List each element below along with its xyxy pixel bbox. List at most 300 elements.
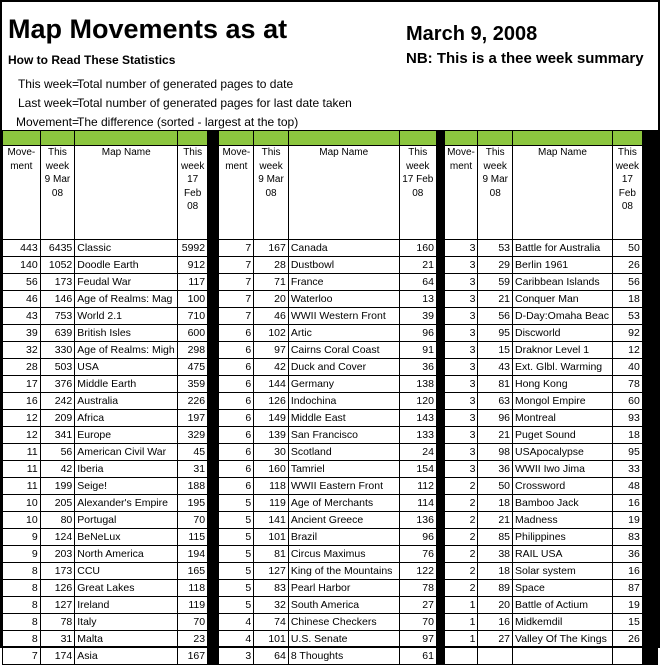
cell-last-week: 100 bbox=[178, 291, 208, 308]
cell-last-week: 112 bbox=[399, 478, 436, 495]
cell-this-week: 63 bbox=[478, 393, 513, 410]
cell-this-week: 38 bbox=[478, 546, 513, 563]
cell-map-name: North America bbox=[75, 546, 178, 563]
cell-movement: 7 bbox=[219, 308, 254, 325]
cell-this-week: 199 bbox=[40, 478, 75, 495]
cell-last-week: 36 bbox=[399, 359, 436, 376]
cell-movement: 5 bbox=[219, 529, 254, 546]
cell-movement: 1 bbox=[444, 614, 478, 631]
column-header-this-week: This week 9 Mar 08 bbox=[478, 146, 513, 240]
cell-movement bbox=[444, 648, 478, 665]
cell-this-week: 139 bbox=[254, 427, 289, 444]
cell-movement: 8 bbox=[3, 614, 41, 631]
table-row bbox=[3, 597, 658, 614]
cell-movement: 10 bbox=[3, 495, 41, 512]
cell-map-name: Waterloo bbox=[288, 291, 399, 308]
cell-map-name: RAIL USA bbox=[513, 546, 613, 563]
cell-map-name: Crossword bbox=[513, 478, 613, 495]
cell-this-week: 36 bbox=[478, 461, 513, 478]
cell-movement: 3 bbox=[444, 393, 478, 410]
cell-movement: 5 bbox=[219, 546, 254, 563]
cell-this-week: 50 bbox=[478, 478, 513, 495]
cell-last-week: 194 bbox=[178, 546, 208, 563]
cell-map-name: Mongol Empire bbox=[513, 393, 613, 410]
cell-movement: 3 bbox=[444, 461, 478, 478]
column-header-map-name: Map Name bbox=[513, 146, 613, 240]
group-divider bbox=[436, 291, 444, 308]
cell-movement: 140 bbox=[3, 257, 41, 274]
cell-this-week: 101 bbox=[254, 631, 289, 648]
group-divider bbox=[642, 257, 657, 274]
cell-this-week: 174 bbox=[40, 648, 75, 665]
cell-last-week: 117 bbox=[178, 274, 208, 291]
table-row bbox=[3, 410, 658, 427]
group-divider bbox=[436, 461, 444, 478]
cell-this-week: 149 bbox=[254, 410, 289, 427]
cell-last-week: 23 bbox=[178, 631, 208, 648]
cell-movement: 3 bbox=[444, 376, 478, 393]
group-divider bbox=[436, 580, 444, 597]
table-row bbox=[3, 580, 658, 597]
cell-last-week: 33 bbox=[612, 461, 642, 478]
group-divider bbox=[436, 563, 444, 580]
cell-movement: 2 bbox=[444, 478, 478, 495]
cell-this-week: 6435 bbox=[40, 240, 75, 257]
cell-movement: 3 bbox=[444, 444, 478, 461]
cell-movement: 8 bbox=[3, 631, 41, 648]
cell-this-week: 83 bbox=[254, 580, 289, 597]
group-divider bbox=[436, 359, 444, 376]
cell-map-name: USA bbox=[75, 359, 178, 376]
group-divider bbox=[642, 529, 657, 546]
cell-last-week bbox=[612, 648, 642, 665]
cell-this-week: 18 bbox=[478, 495, 513, 512]
cell-last-week: 115 bbox=[178, 529, 208, 546]
cell-last-week: 95 bbox=[612, 444, 642, 461]
cell-this-week: 80 bbox=[40, 512, 75, 529]
cell-map-name: Cairns Coral Coast bbox=[288, 342, 399, 359]
cell-this-week: 503 bbox=[40, 359, 75, 376]
cell-this-week: 32 bbox=[254, 597, 289, 614]
cell-this-week: 144 bbox=[254, 376, 289, 393]
cell-last-week: 26 bbox=[612, 257, 642, 274]
cell-movement: 3 bbox=[444, 257, 478, 274]
header-band-cell bbox=[513, 131, 613, 146]
table-row bbox=[3, 342, 658, 359]
cell-last-week: 18 bbox=[612, 291, 642, 308]
page-title: Map Movements as at bbox=[8, 14, 288, 44]
group-divider bbox=[208, 274, 219, 291]
cell-map-name: Feudal War bbox=[75, 274, 178, 291]
cell-last-week: 154 bbox=[399, 461, 436, 478]
cell-map-name: Europe bbox=[75, 427, 178, 444]
group-divider bbox=[208, 631, 219, 648]
cell-last-week: 138 bbox=[399, 376, 436, 393]
cell-movement: 2 bbox=[444, 580, 478, 597]
cell-last-week: 912 bbox=[178, 257, 208, 274]
table-row bbox=[3, 274, 658, 291]
cell-this-week: 205 bbox=[40, 495, 75, 512]
group-divider bbox=[642, 478, 657, 495]
cell-this-week: 118 bbox=[254, 478, 289, 495]
group-divider bbox=[642, 410, 657, 427]
cell-last-week: 78 bbox=[399, 580, 436, 597]
cell-last-week: 87 bbox=[612, 580, 642, 597]
cell-movement: 11 bbox=[3, 478, 41, 495]
cell-this-week: 341 bbox=[40, 427, 75, 444]
column-header-last-week: This week 17 Feb 08 bbox=[612, 146, 642, 240]
cell-map-name: Hong Kong bbox=[513, 376, 613, 393]
cell-last-week: 27 bbox=[399, 597, 436, 614]
table-row bbox=[3, 427, 658, 444]
cell-movement: 32 bbox=[3, 342, 41, 359]
cell-this-week: 43 bbox=[478, 359, 513, 376]
cell-last-week: 188 bbox=[178, 478, 208, 495]
group-divider bbox=[208, 342, 219, 359]
cell-last-week: 64 bbox=[399, 274, 436, 291]
cell-movement: 3 bbox=[444, 410, 478, 427]
cell-movement: 1 bbox=[444, 597, 478, 614]
table-row bbox=[3, 291, 658, 308]
cell-movement: 3 bbox=[444, 325, 478, 342]
column-header-row bbox=[3, 146, 658, 240]
group-divider bbox=[436, 529, 444, 546]
group-divider bbox=[642, 614, 657, 631]
cell-movement: 1 bbox=[444, 631, 478, 648]
cell-movement: 7 bbox=[3, 648, 41, 665]
report-date: March 9, 2008 bbox=[406, 23, 538, 45]
cell-movement: 6 bbox=[219, 342, 254, 359]
cell-this-week: 56 bbox=[478, 308, 513, 325]
cell-map-name: 8 Thoughts bbox=[288, 648, 399, 665]
cell-this-week: 141 bbox=[254, 512, 289, 529]
cell-map-name: Midkemdil bbox=[513, 614, 613, 631]
cell-this-week: 46 bbox=[254, 308, 289, 325]
table-row bbox=[3, 444, 658, 461]
cell-this-week: 126 bbox=[254, 393, 289, 410]
table-row bbox=[3, 376, 658, 393]
cell-map-name: Middle Earth bbox=[75, 376, 178, 393]
cell-map-name: Malta bbox=[75, 631, 178, 648]
cell-movement: 6 bbox=[219, 376, 254, 393]
group-divider bbox=[642, 631, 657, 648]
cell-movement: 8 bbox=[3, 597, 41, 614]
group-divider bbox=[436, 631, 444, 648]
group-divider bbox=[642, 376, 657, 393]
cell-this-week: 242 bbox=[40, 393, 75, 410]
group-divider bbox=[208, 393, 219, 410]
group-divider bbox=[642, 563, 657, 580]
cell-movement: 6 bbox=[219, 427, 254, 444]
group-divider bbox=[436, 410, 444, 427]
group-divider bbox=[208, 495, 219, 512]
group-divider bbox=[208, 325, 219, 342]
cell-last-week: 136 bbox=[399, 512, 436, 529]
group-divider bbox=[642, 359, 657, 376]
cell-last-week: 83 bbox=[612, 529, 642, 546]
cell-movement: 7 bbox=[219, 291, 254, 308]
table-row bbox=[3, 495, 658, 512]
group-divider bbox=[436, 648, 444, 665]
cell-map-name bbox=[513, 648, 613, 665]
group-divider bbox=[208, 257, 219, 274]
group-divider bbox=[436, 597, 444, 614]
cell-map-name: Africa bbox=[75, 410, 178, 427]
group-divider bbox=[436, 614, 444, 631]
cell-last-week: 710 bbox=[178, 308, 208, 325]
group-divider bbox=[436, 342, 444, 359]
cell-last-week: 76 bbox=[399, 546, 436, 563]
cell-last-week: 60 bbox=[612, 393, 642, 410]
cell-last-week: 298 bbox=[178, 342, 208, 359]
cell-map-name: Ireland bbox=[75, 597, 178, 614]
cell-last-week: 15 bbox=[612, 614, 642, 631]
cell-movement: 8 bbox=[3, 580, 41, 597]
cell-movement: 8 bbox=[3, 563, 41, 580]
table-row bbox=[3, 359, 658, 376]
cell-this-week bbox=[478, 648, 513, 665]
map-movements-table bbox=[2, 130, 658, 665]
cell-map-name: Age of Merchants bbox=[288, 495, 399, 512]
cell-map-name: Indochina bbox=[288, 393, 399, 410]
cell-movement: 3 bbox=[444, 274, 478, 291]
table-row bbox=[3, 393, 658, 410]
cell-map-name: Italy bbox=[75, 614, 178, 631]
cell-last-week: 197 bbox=[178, 410, 208, 427]
cell-movement: 6 bbox=[219, 393, 254, 410]
table-row bbox=[3, 546, 658, 563]
cell-this-week: 1052 bbox=[40, 257, 75, 274]
cell-map-name: Tamriel bbox=[288, 461, 399, 478]
group-divider bbox=[436, 274, 444, 291]
group-divider bbox=[436, 257, 444, 274]
cell-last-week: 92 bbox=[612, 325, 642, 342]
cell-this-week: 56 bbox=[40, 444, 75, 461]
cell-map-name: Canada bbox=[288, 240, 399, 257]
cell-this-week: 95 bbox=[478, 325, 513, 342]
cell-map-name: World 2.1 bbox=[75, 308, 178, 325]
cell-map-name: San Francisco bbox=[288, 427, 399, 444]
cell-last-week: 53 bbox=[612, 308, 642, 325]
cell-map-name: Discworld bbox=[513, 325, 613, 342]
group-divider bbox=[642, 308, 657, 325]
cell-this-week: 85 bbox=[478, 529, 513, 546]
cell-map-name: Great Lakes bbox=[75, 580, 178, 597]
cell-map-name: Brazil bbox=[288, 529, 399, 546]
column-header-last-week: This week 17 Feb 08 bbox=[399, 146, 436, 240]
group-divider bbox=[642, 461, 657, 478]
cell-movement: 12 bbox=[3, 427, 41, 444]
group-divider bbox=[642, 342, 657, 359]
cell-last-week: 78 bbox=[612, 376, 642, 393]
header-band-cell bbox=[399, 131, 436, 146]
table-row bbox=[3, 648, 658, 665]
cell-this-week: 98 bbox=[478, 444, 513, 461]
group-divider bbox=[642, 580, 657, 597]
cell-this-week: 29 bbox=[478, 257, 513, 274]
cell-last-week: 133 bbox=[399, 427, 436, 444]
cell-last-week: 329 bbox=[178, 427, 208, 444]
group-divider bbox=[436, 131, 444, 146]
table-row bbox=[3, 631, 658, 648]
group-divider bbox=[436, 325, 444, 342]
cell-map-name: Draknor Level 1 bbox=[513, 342, 613, 359]
cell-last-week: 70 bbox=[178, 614, 208, 631]
cell-last-week: 114 bbox=[399, 495, 436, 512]
cell-this-week: 27 bbox=[478, 631, 513, 648]
group-divider bbox=[436, 308, 444, 325]
cell-movement: 11 bbox=[3, 461, 41, 478]
cell-map-name: Asia bbox=[75, 648, 178, 665]
header-band-cell bbox=[40, 131, 75, 146]
cell-last-week: 119 bbox=[178, 597, 208, 614]
cell-this-week: 21 bbox=[478, 512, 513, 529]
group-divider bbox=[642, 131, 657, 146]
cell-map-name: Caribbean Islands bbox=[513, 274, 613, 291]
group-divider bbox=[436, 393, 444, 410]
group-divider bbox=[642, 291, 657, 308]
cell-last-week: 96 bbox=[399, 325, 436, 342]
cell-map-name: CCU bbox=[75, 563, 178, 580]
cell-this-week: 167 bbox=[254, 240, 289, 257]
group-divider bbox=[642, 648, 657, 665]
cell-movement: 28 bbox=[3, 359, 41, 376]
cell-movement: 5 bbox=[219, 563, 254, 580]
cell-last-week: 143 bbox=[399, 410, 436, 427]
cell-map-name: U.S. Senate bbox=[288, 631, 399, 648]
cell-movement: 5 bbox=[219, 580, 254, 597]
cell-map-name: WWII Western Front bbox=[288, 308, 399, 325]
table-row bbox=[3, 240, 658, 257]
cell-last-week: 16 bbox=[612, 563, 642, 580]
group-divider bbox=[208, 308, 219, 325]
table-row bbox=[3, 563, 658, 580]
cell-map-name: WWII Eastern Front bbox=[288, 478, 399, 495]
cell-map-name: Madness bbox=[513, 512, 613, 529]
cell-movement: 3 bbox=[444, 427, 478, 444]
group-divider bbox=[436, 146, 444, 240]
cell-this-week: 30 bbox=[254, 444, 289, 461]
group-divider bbox=[208, 648, 219, 665]
cell-last-week: 359 bbox=[178, 376, 208, 393]
cell-map-name: Ext. Glbl. Warming bbox=[513, 359, 613, 376]
cell-this-week: 173 bbox=[40, 274, 75, 291]
cell-this-week: 173 bbox=[40, 563, 75, 580]
group-divider bbox=[642, 546, 657, 563]
cell-this-week: 15 bbox=[478, 342, 513, 359]
cell-this-week: 28 bbox=[254, 257, 289, 274]
cell-this-week: 376 bbox=[40, 376, 75, 393]
cell-map-name: British Isles bbox=[75, 325, 178, 342]
cell-map-name: Middle East bbox=[288, 410, 399, 427]
header-band-cell bbox=[444, 131, 478, 146]
cell-map-name: Battle for Australia bbox=[513, 240, 613, 257]
cell-last-week: 21 bbox=[399, 257, 436, 274]
group-divider bbox=[642, 274, 657, 291]
cell-map-name: South America bbox=[288, 597, 399, 614]
group-divider bbox=[642, 146, 657, 240]
cell-map-name: Duck and Cover bbox=[288, 359, 399, 376]
cell-this-week: 31 bbox=[40, 631, 75, 648]
cell-this-week: 102 bbox=[254, 325, 289, 342]
cell-map-name: Pearl Harbor bbox=[288, 580, 399, 597]
cell-last-week: 56 bbox=[612, 274, 642, 291]
group-divider bbox=[208, 478, 219, 495]
cell-map-name: Valley Of The Kings bbox=[513, 631, 613, 648]
cell-map-name: France bbox=[288, 274, 399, 291]
cell-map-name: Battle of Actium bbox=[513, 597, 613, 614]
cell-last-week: 16 bbox=[612, 495, 642, 512]
cell-movement: 2 bbox=[444, 495, 478, 512]
cell-this-week: 16 bbox=[478, 614, 513, 631]
cell-movement: 7 bbox=[219, 274, 254, 291]
cell-last-week: 70 bbox=[399, 614, 436, 631]
cell-map-name: Bamboo Jack bbox=[513, 495, 613, 512]
group-divider bbox=[208, 131, 219, 146]
cell-this-week: 59 bbox=[478, 274, 513, 291]
definition-last-week: Last week=Total number of generated pages for last date taken bbox=[17, 96, 352, 110]
group-divider bbox=[208, 291, 219, 308]
cell-this-week: 78 bbox=[40, 614, 75, 631]
cell-this-week: 42 bbox=[40, 461, 75, 478]
cell-this-week: 42 bbox=[254, 359, 289, 376]
cell-last-week: 120 bbox=[399, 393, 436, 410]
cell-movement: 10 bbox=[3, 512, 41, 529]
cell-map-name: Germany bbox=[288, 376, 399, 393]
cell-last-week: 12 bbox=[612, 342, 642, 359]
cell-last-week: 31 bbox=[178, 461, 208, 478]
column-header-last-week: This week 17 Feb 08 bbox=[178, 146, 208, 240]
cell-movement: 3 bbox=[444, 240, 478, 257]
cell-this-week: 203 bbox=[40, 546, 75, 563]
cell-map-name: Doodle Earth bbox=[75, 257, 178, 274]
group-divider bbox=[642, 512, 657, 529]
cell-movement: 12 bbox=[3, 410, 41, 427]
cell-map-name: D-Day:Omaha Beac bbox=[513, 308, 613, 325]
cell-movement: 6 bbox=[219, 461, 254, 478]
group-divider bbox=[208, 597, 219, 614]
group-divider bbox=[436, 427, 444, 444]
cell-this-week: 18 bbox=[478, 563, 513, 580]
group-divider bbox=[436, 495, 444, 512]
cell-map-name: Berlin 1961 bbox=[513, 257, 613, 274]
cell-this-week: 53 bbox=[478, 240, 513, 257]
cell-last-week: 26 bbox=[612, 631, 642, 648]
group-divider bbox=[436, 512, 444, 529]
header-band-cell bbox=[219, 131, 254, 146]
cell-movement: 4 bbox=[219, 631, 254, 648]
cell-this-week: 209 bbox=[40, 410, 75, 427]
header-band-cell bbox=[288, 131, 399, 146]
cell-movement: 6 bbox=[219, 478, 254, 495]
cell-movement: 6 bbox=[219, 410, 254, 427]
cell-map-name: Conquer Man bbox=[513, 291, 613, 308]
cell-this-week: 20 bbox=[254, 291, 289, 308]
group-divider bbox=[436, 478, 444, 495]
cell-this-week: 127 bbox=[254, 563, 289, 580]
group-divider bbox=[208, 427, 219, 444]
cell-movement: 7 bbox=[219, 240, 254, 257]
cell-movement: 16 bbox=[3, 393, 41, 410]
cell-this-week: 101 bbox=[254, 529, 289, 546]
cell-last-week: 39 bbox=[399, 308, 436, 325]
cell-movement: 17 bbox=[3, 376, 41, 393]
table-row bbox=[3, 257, 658, 274]
cell-movement: 2 bbox=[444, 546, 478, 563]
definition-this-week: This week=Total number of generated pages to date bbox=[17, 77, 294, 91]
cell-last-week: 167 bbox=[178, 648, 208, 665]
cell-map-name: Scotland bbox=[288, 444, 399, 461]
